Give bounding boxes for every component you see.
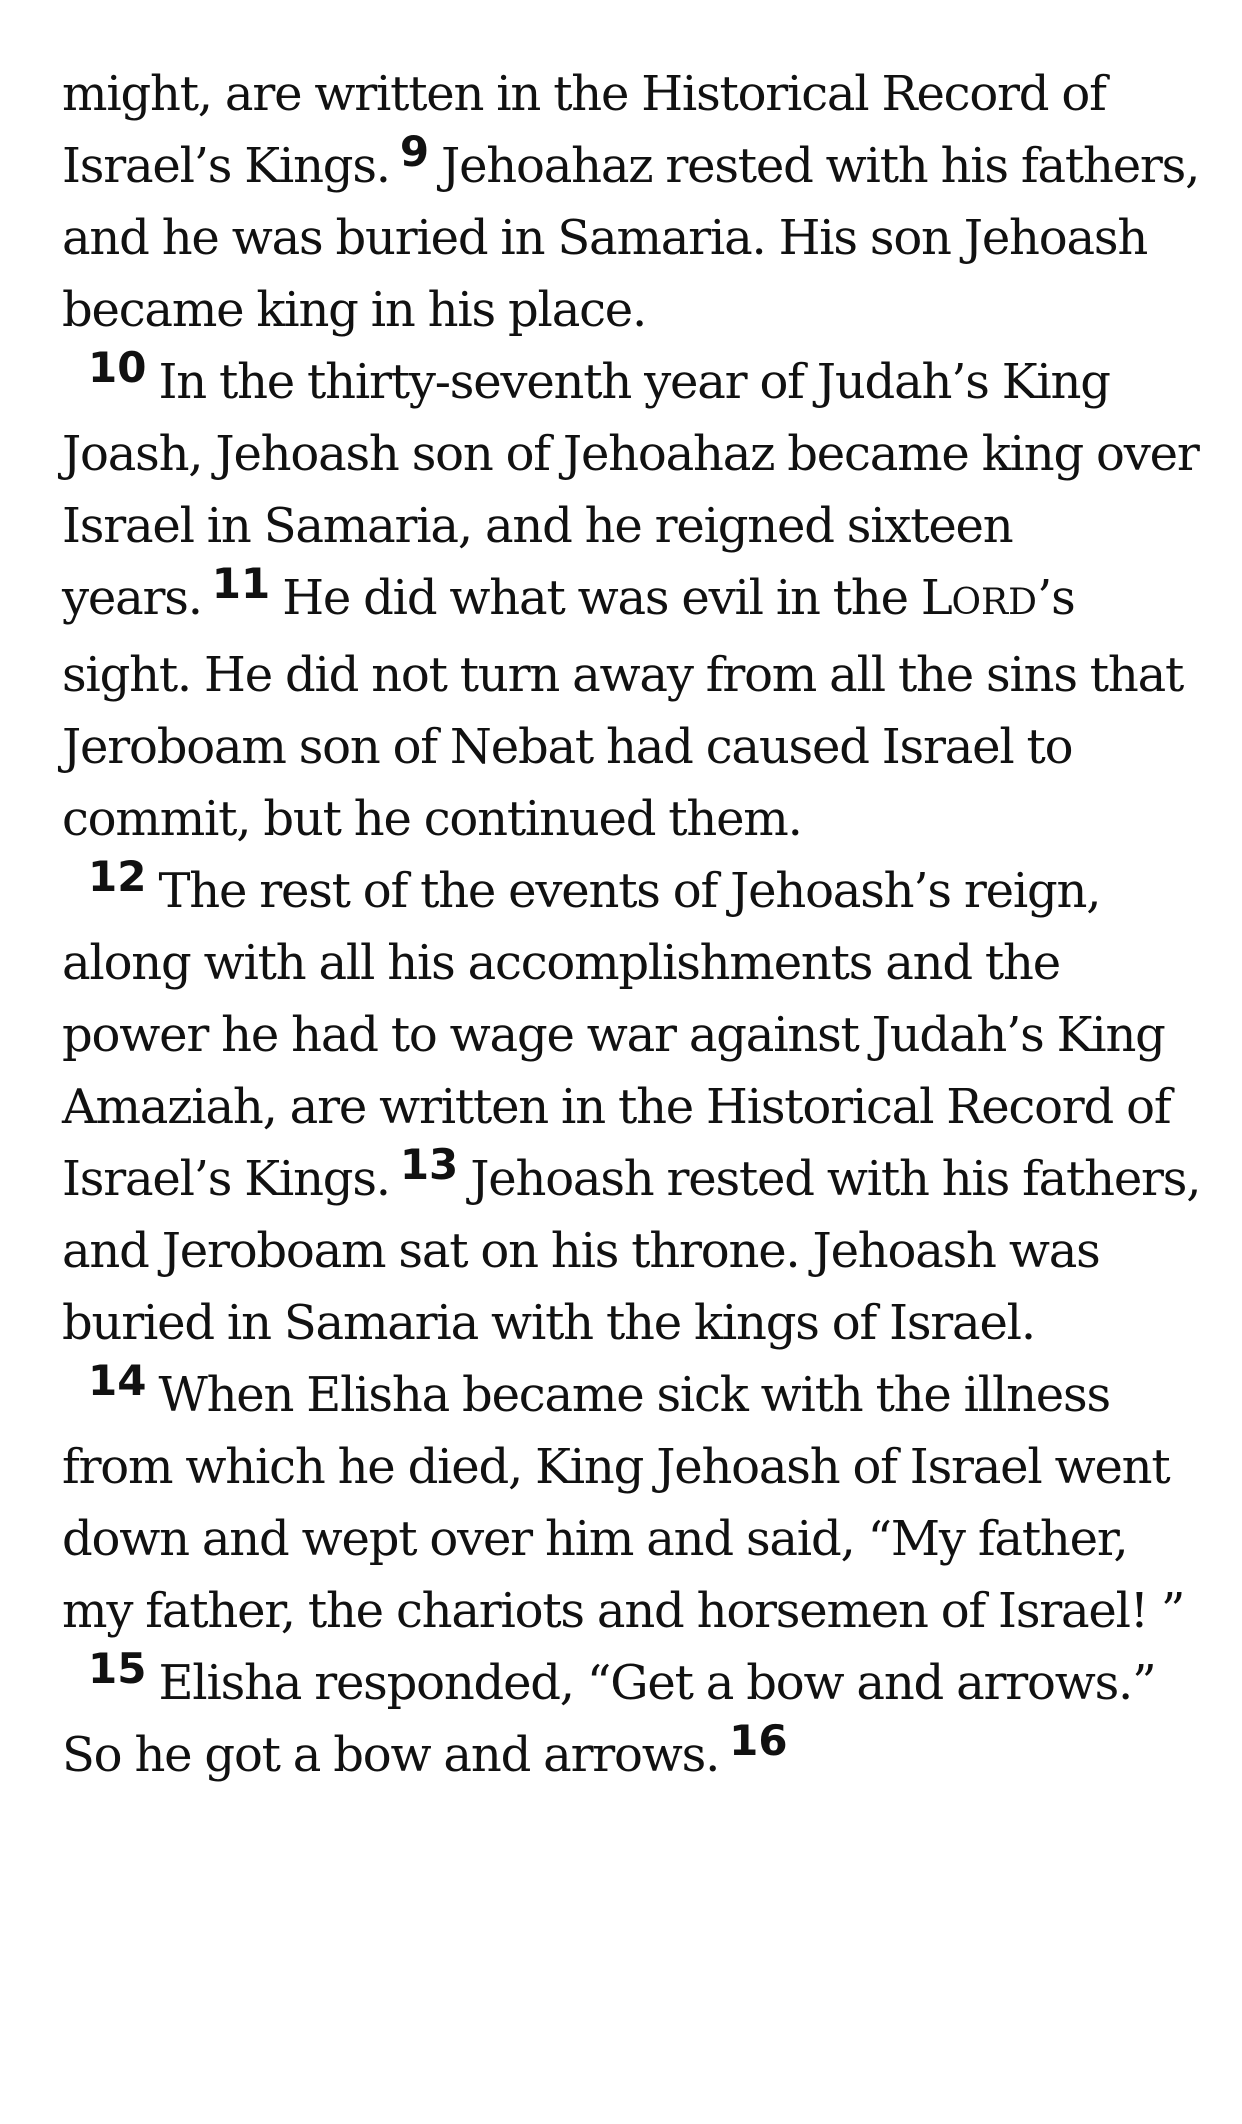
verse-number-13[interactable]: 13 (399, 1140, 459, 1189)
verse-number-10[interactable]: 10 (88, 343, 147, 392)
verse-number-12[interactable]: 12 (88, 852, 147, 901)
verse-number-15[interactable]: 15 (88, 1644, 147, 1693)
verse-text: Jehoash rested with his fathers, and Jeroboam sat on his throne. Jehoash was buried in Samaria with the kings of Israel. (62, 1151, 1201, 1351)
paragraph-verse-10-11 (62, 343, 1202, 855)
divine-name-smallcaps: ORD (951, 582, 1038, 623)
verse-number-11[interactable]: 11 (211, 559, 271, 608)
verse-text: The rest of the events of Jehoash’s reign, along with all his accomplishments and the power he had to wage war against Judah’s King Amaziah, are written in the Historical Record of Israel’s Kings. (62, 863, 1171, 1207)
verse-number-9[interactable]: 9 (399, 127, 430, 176)
paragraph-verse-8-9 (62, 58, 1202, 346)
paragraph-verse-12-13 (62, 852, 1202, 1359)
scripture-reading-pane (62, 58, 1202, 1791)
verse-text: Elisha responded, “Get a bow and arrows.” So he got a bow and arrows. (62, 1655, 1156, 1783)
verse-text: Jehoahaz rested with his fathers, and he was buried in Samaria. His son Jehoash became king in his place. (62, 138, 1200, 338)
verse-number-16[interactable]: 16 (729, 1716, 788, 1765)
paragraph-verse-15-16 (62, 1644, 1202, 1791)
verse-text: ’s sight. He did not turn away from all the sins that Jeroboam son of Nebat had caused Israel to commit, but he continued them. (62, 570, 1184, 847)
verse-text: In the thirty-seventh year of Judah’s King Joash, Jehoash son of Jehoahaz became king over Israel in Samaria, and he reigned sixteen years. (62, 354, 1199, 626)
verse-number-14[interactable]: 14 (88, 1356, 147, 1405)
verse-text: might, are written in the Historical Record of Israel’s Kings. (62, 66, 1106, 194)
paragraph-verse-14 (62, 1356, 1202, 1647)
verse-text: When Elisha became sick with the illness from which he died, King Jehoash of Israel went down and wept over him and said, “My father, my father, the chariots and horsemen of Israel! ” (62, 1367, 1185, 1639)
verse-text: He did what was evil in the L (282, 570, 952, 626)
